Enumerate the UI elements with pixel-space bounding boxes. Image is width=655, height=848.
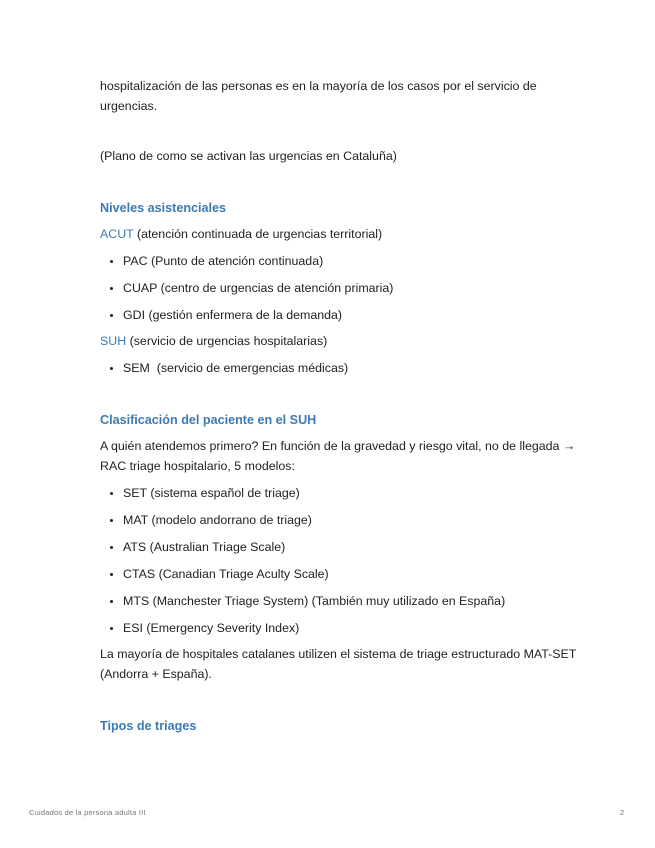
document-body [100,76,590,736]
list-item: • PAC (Punto de atención continuada) [123,251,590,271]
list-item: • SET (sistema español de triage) [123,483,590,503]
footer-title: Cuidados de la persona adulta III [29,808,146,817]
suh-label: SUH [100,334,127,348]
acut-list [100,251,590,325]
list-item: • SEM (servicio de emergencias médicas) [123,358,590,378]
page-number: 2 [620,808,625,817]
intro-paragraph: hospitalización de las personas es en la mayoría de los casos por el servicio de urgencias. [100,79,537,113]
clasificacion-conclusion: La mayoría de hospitales catalanes utilizen el sistema de triage estructurado MAT-SET (Andorra + España). [100,647,577,681]
list-item: • CTAS (Canadian Triage Aculty Scale) [123,564,590,584]
section-heading-clasificacion: Clasificación del paciente en el SUH [100,413,317,427]
acut-label: ACUT [100,227,134,241]
list-item: • CUAP (centro de urgencias de atención primaria) [123,278,590,298]
list-item: • MTS (Manchester Triage System) (También muy utilizado en España) [123,591,590,611]
suh-description: (servicio de urgencias hospitalarias) [126,334,328,348]
suh-line [100,331,590,351]
clasificacion-intro: A quién atendemos primero? En función de la gravedad y riesgo vital, no de llegada → RAC triage hospitalario, 5 modelos: [100,439,576,473]
acut-description: (atención continuada de urgencias territorial) [133,227,383,241]
section-heading-niveles: Niveles asistenciales [100,201,227,215]
list-item: • GDI (gestión enfermera de la demanda) [123,305,590,325]
suh-list [100,358,590,378]
triage-models-list [100,483,590,638]
section-heading-tipos: Tipos de triages [100,719,197,733]
list-item: • MAT (modelo andorrano de triage) [123,510,590,530]
acut-line [100,224,590,244]
list-item: • ATS (Australian Triage Scale) [123,537,590,557]
plan-note: (Plano de como se activan las urgencias en Cataluña) [100,149,397,163]
list-item: • ESI (Emergency Severity Index) [123,618,590,638]
